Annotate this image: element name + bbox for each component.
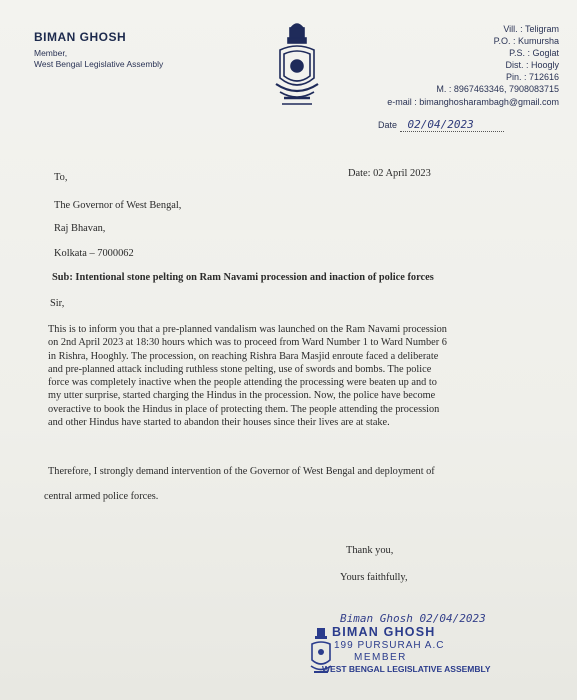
recipient-title: The Governor of West Bengal, (54, 200, 182, 211)
conclusion-line2: central armed police forces. (44, 491, 159, 502)
address-pin: Pin. : 712616 (505, 72, 559, 82)
address-district: Dist. : Hoogly (505, 60, 559, 70)
recipient-address-line1: Raj Bhavan, (54, 223, 106, 234)
state-emblem-icon (274, 20, 320, 112)
address-email: e-mail : bimanghosharambagh@gmail.com (387, 97, 559, 107)
letterhead-date-value: 02/04/2023 (400, 118, 504, 132)
letterhead-role-line1: Member, (34, 48, 68, 58)
letter-date: Date: 02 April 2023 (348, 168, 431, 179)
letterhead-date-label: Date (378, 120, 398, 130)
letterhead-name: BIMAN GHOSH (34, 30, 127, 44)
recipient-address-line2: Kolkata – 7000062 (54, 248, 134, 259)
stamp-assembly: WEST BENGAL LEGISLATIVE ASSEMBLY (322, 664, 491, 674)
stamp-member: MEMBER (354, 652, 407, 663)
letterhead-date-field (378, 118, 504, 131)
body-line: force was completely inactive when the people attending the processing were beaten up and to (48, 377, 437, 389)
body-line: overactive to book the Hindus in place of protecting them. The people attending the procession (48, 403, 440, 415)
body-line: and pre-planned attack including ruthless stone pelting, use of swords and bombs. The police (48, 363, 432, 375)
stamp-name: BIMAN GHOSH (332, 625, 436, 639)
body-line: on 2nd April 2023 at 18:30 hours which was to proceed from Ward Number 1 to Ward Number 6 (48, 337, 447, 349)
address-post-office: P.O. : Kumursha (493, 36, 559, 46)
body-line: in Rishra, Hooghly. The procession, on reaching Rishra Bara Masjid enroute faced a deliberate (48, 350, 439, 362)
body-line: my utter surprise, started charging the Hindus in the procession. Now, the police have become (48, 390, 436, 402)
conclusion-line1: Therefore, I strongly demand intervention of the Governor of West Bengal and deployment of (48, 466, 435, 477)
letter-to: To, (54, 172, 68, 183)
letterhead-role-line2: West Bengal Legislative Assembly (34, 59, 164, 69)
body-paragraph (48, 323, 523, 429)
stamp-constituency: 199 PURSURAH A.C (334, 640, 445, 651)
thank-you: Thank you, (346, 545, 394, 556)
address-mobile: M. : 8967463346, 7908083715 (436, 84, 559, 94)
body-line: and other Hindus have started to abandon their houses since their lives are at stake. (48, 417, 390, 429)
salutation: Sir, (50, 298, 65, 309)
closing: Yours faithfully, (340, 572, 408, 583)
handwritten-signature: Biman Ghosh 02/04/2023 (340, 612, 486, 625)
address-village: Vill. : Teligram (503, 24, 559, 34)
address-police-station: P.S. : Goglat (509, 48, 559, 58)
body-line: This is to inform you that a pre-planned vandalism was launched on the Ram Navami procession (48, 324, 447, 335)
subject-label: Sub: (52, 272, 73, 283)
subject-text: Intentional stone pelting on Ram Navami procession and inaction of police forces (75, 272, 434, 283)
subject-line (52, 272, 434, 283)
